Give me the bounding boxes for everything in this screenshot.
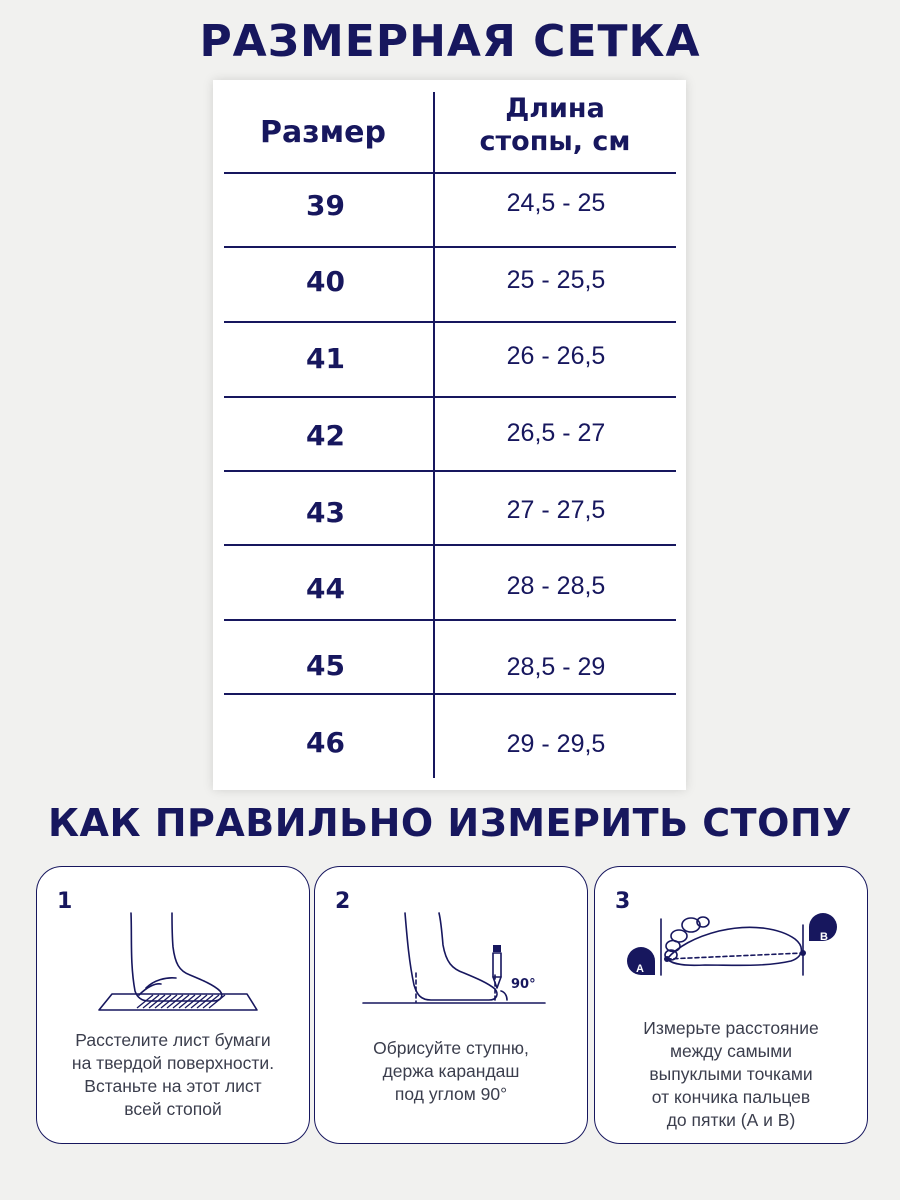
table-row-length: 28 - 28,5 [506,572,606,600]
table-row-length: 26,5 - 27 [506,419,606,447]
step-number: 1 [57,889,73,914]
foot-measure-icon [595,867,869,1027]
row-divider [224,619,676,621]
section-title: КАК ПРАВИЛЬНО ИЗМЕРИТЬ СТОПУ [47,801,852,845]
angle-label: 90° [511,977,536,992]
table-row-length: 25 - 25,5 [506,266,606,294]
size-table [213,80,686,790]
step-number: 3 [615,889,631,914]
table-row-size: 39 [306,189,345,222]
step-instruction: Расстелите лист бумаги на твердой поверхности. Встаньте на этот лист всей стопой [71,1030,275,1119]
step-instruction: Обрисуйте ступню, держа карандаш под углом 90° [373,1038,529,1104]
row-divider [224,470,676,472]
table-row-length: 28,5 - 29 [506,653,606,681]
table-row-size: 44 [306,572,345,605]
table-row-size: 41 [306,342,345,375]
point-b-label: B [820,931,828,943]
row-divider [224,544,676,546]
header-foot-length: Длина стопы, см [479,93,631,157]
foot-on-paper-icon [37,867,311,1027]
row-divider [224,246,676,248]
row-divider [224,693,676,695]
step-card-1 [36,866,310,1144]
header-size: Размер [259,115,386,150]
step-number: 2 [335,889,351,914]
step-instruction: Измерьте расстояние между самыми выпуклыми точками от кончика пальцев до пятки (А и В) [643,1018,819,1130]
table-row-length: 26 - 26,5 [506,342,606,370]
table-row-size: 43 [306,496,345,529]
row-divider [224,396,676,398]
point-a-label: A [636,963,644,975]
row-divider [224,321,676,323]
step-card-3 [594,866,868,1144]
table-row-size: 42 [306,419,345,452]
page-title: РАЗМЕРНАЯ СЕТКА [199,16,701,67]
row-divider [224,172,676,174]
table-row-length: 29 - 29,5 [506,730,606,758]
step-card-2 [314,866,588,1144]
table-row-size: 40 [306,265,345,298]
table-row-size: 45 [306,649,345,682]
table-row-size: 46 [306,726,345,759]
foot-tracing-pencil-icon [315,867,589,1027]
table-row-length: 27 - 27,5 [506,496,606,524]
table-row-length: 24,5 - 25 [506,189,606,217]
